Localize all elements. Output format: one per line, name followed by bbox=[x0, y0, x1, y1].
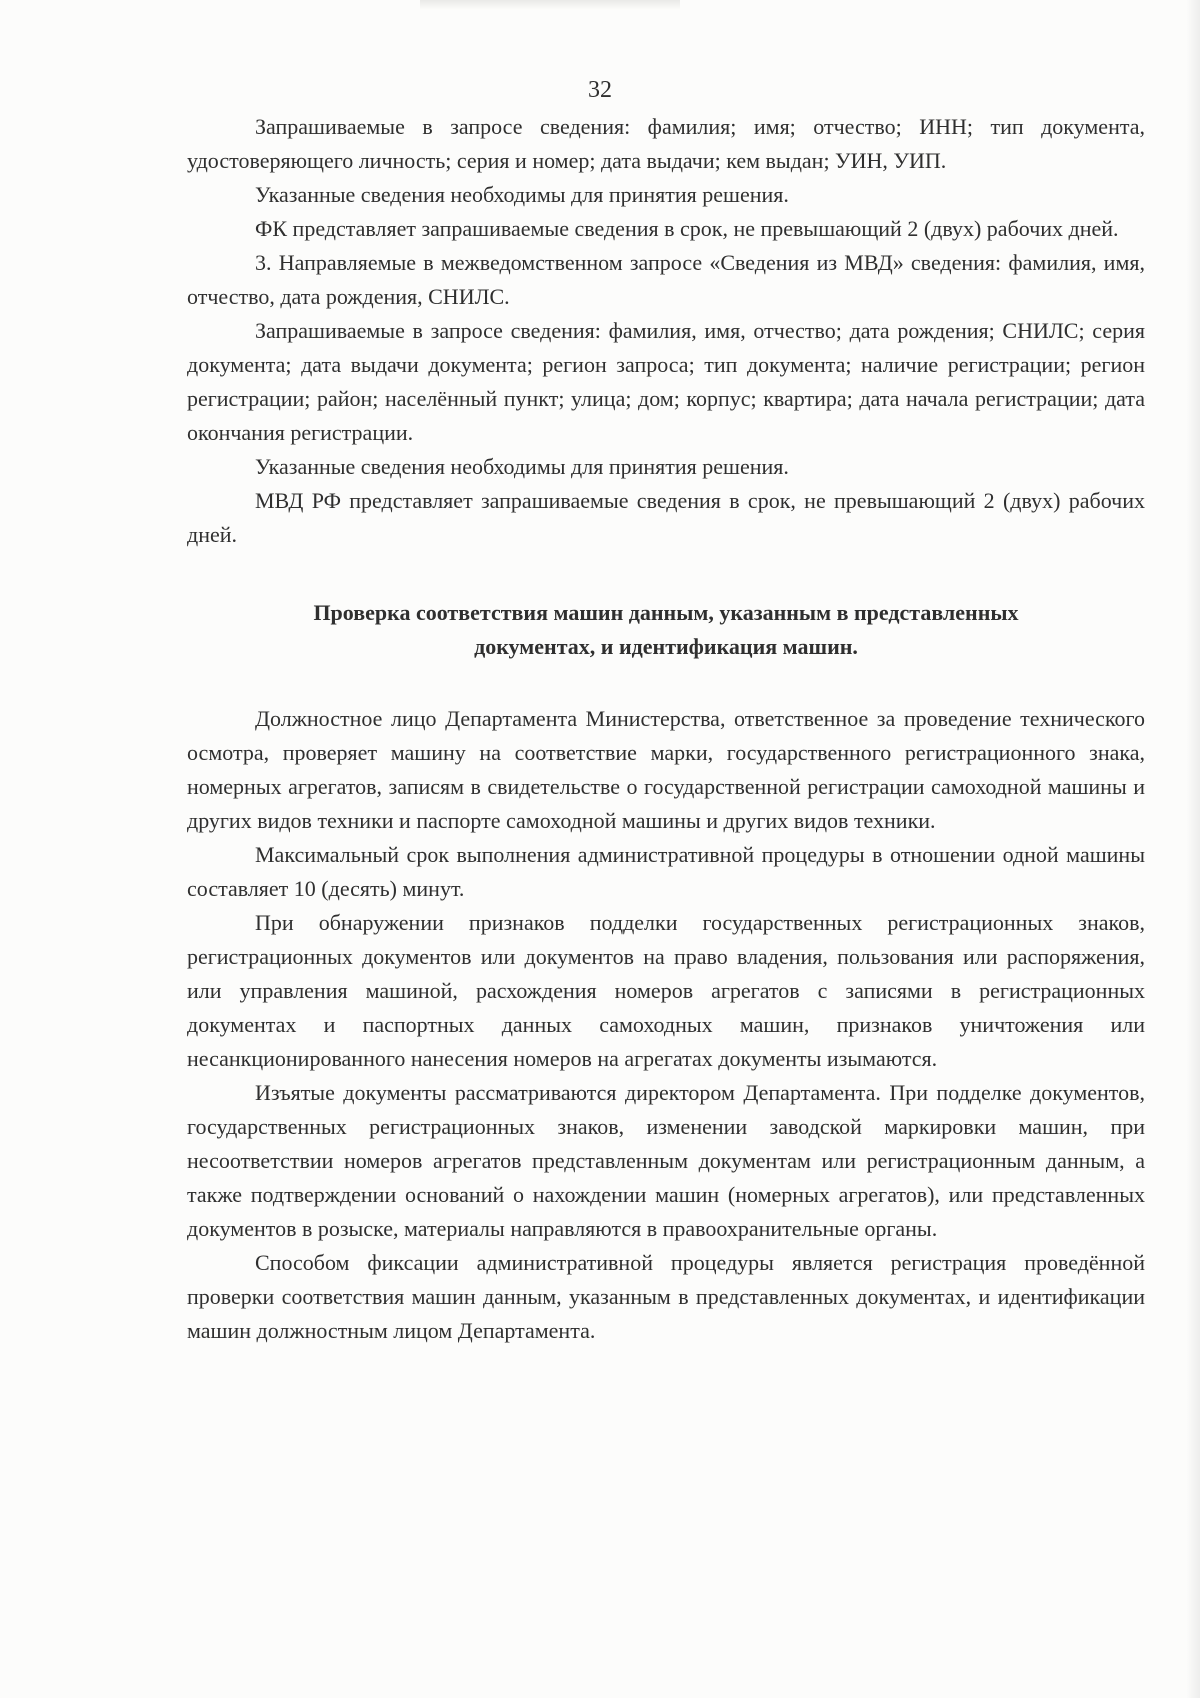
paragraph-forgery-detection: При обнаружении признаков подделки государственных регистрационных знаков, регистрационных документов или документов на право владения, пользования или распоряжения, или управления машиной, расхождения номеров агрегатов с записями в регистрационных документах и паспортных данных самоходных машин, признаков уничтожения или несанкционированного нанесения номеров на агрегатах документы изымаются. bbox=[187, 910, 1145, 1071]
document-body bbox=[187, 110, 1145, 1348]
paragraph-mvd-deadline: МВД РФ представляет запрашиваемые сведения в срок, не превышающий 2 (двух) рабочих дней. bbox=[187, 488, 1145, 547]
section-heading-line-1: Проверка соответствия машин данным, указанным в представленных bbox=[313, 600, 1019, 625]
paragraph-requested-data-mvd: Запрашиваемые в запросе сведения: фамилия, имя, отчество; дата рождения; СНИЛС; серия документа; дата выдачи документа; регион запроса; тип документа; наличие регистрации; регион регистрации; район; населённый пункт; улица; дом; корпус; квартира; дата начала регистрации; дата окончания регистрации. bbox=[187, 318, 1145, 445]
paragraph-fk-deadline: ФК представляет запрашиваемые сведения в срок, не превышающий 2 (двух) рабочих дней. bbox=[255, 216, 1119, 241]
paragraph-necessity-mvd: Указанные сведения необходимы для принятия решения. bbox=[255, 454, 789, 479]
paragraph-necessity-fk: Указанные сведения необходимы для принятия решения. bbox=[255, 182, 789, 207]
scan-shadow-top bbox=[420, 0, 680, 10]
paragraph-requested-data-fk: Запрашиваемые в запросе сведения: фамилия; имя; отчество; ИНН; тип документа, удостоверяющего личность; серия и номер; дата выдачи; кем выдан; УИН, УИП. bbox=[187, 114, 1145, 173]
paragraph-max-duration: Максимальный срок выполнения административной процедуры в отношении одной машины составляет 10 (десять) минут. bbox=[187, 842, 1145, 901]
paragraph-inspection: Должностное лицо Департамента Министерства, ответственное за проведение технического осмотра, проверяет машину на соответствие марки, государственного регистрационного знака, номерных агрегатов, записям в свидетельстве о государственной регистрации самоходной машины и других видов техники и паспорте самоходной машины и других видов техники. bbox=[187, 706, 1145, 833]
section-heading-line-2: документах, и идентификация машин. bbox=[474, 634, 858, 659]
section-heading bbox=[187, 596, 1145, 664]
paragraph-seized-documents: Изъятые документы рассматриваются директором Департамента. При подделке документов, государственных регистрационных знаков, изменении заводской маркировки машин, при несоответствии номеров агрегатов представленным документам или регистрационным данным, а также подтверждении оснований о нахождении машин (номерных агрегатов), или представленных документов в розыске, материалы направляются в правоохранительные органы. bbox=[187, 1080, 1145, 1241]
page-number: 32 bbox=[588, 77, 612, 103]
scan-shadow-right bbox=[1186, 0, 1200, 1698]
paragraph-fixation-method: Способом фиксации административной процедуры является регистрация проведённой проверки соответствия машин данным, указанным в представленных документах, и идентификации машин должностным лицом Департамента. bbox=[187, 1250, 1145, 1343]
paragraph-mvd-request: 3. Направляемые в межведомственном запросе «Сведения из МВД» сведения: фамилия, имя, отчество, дата рождения, СНИЛС. bbox=[187, 250, 1145, 309]
